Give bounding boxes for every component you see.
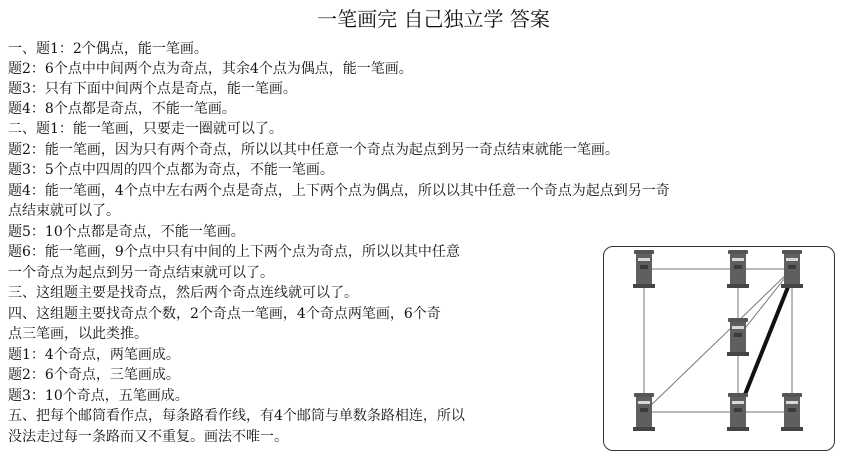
text-line-16: 题1：4个奇点，两笔画成。 <box>8 347 180 363</box>
text-line-15: 点三笔画，以此类推。 <box>8 326 148 342</box>
text-line-18: 题3：10个奇点，五笔画成。 <box>8 388 189 404</box>
mailbox-icon-bottom-middle <box>727 393 749 431</box>
text-line-4: 题4：8个点都是奇点，不能一笔画。 <box>8 101 236 117</box>
mailbox-icon-top-left <box>633 250 655 288</box>
route-lines <box>644 269 792 412</box>
text-line-14: 四、这组题主要找奇点个数，2个奇点一笔画，4个奇点两笔画，6个奇 <box>8 306 441 322</box>
text-line-13: 三、这组题主要是找奇点，然后两个奇点连线就可以了。 <box>8 285 358 301</box>
text-line-6: 题2：能一笔画，因为只有两个奇点，所以以其中任意一个奇点为起点到另一奇点结束就能一笔画。 <box>8 142 619 158</box>
bold-route-line <box>744 287 788 397</box>
text-line-3: 题3：只有下面中间两个点是奇点，能一笔画。 <box>8 81 297 97</box>
mailbox-route-diagram <box>603 246 835 451</box>
text-line-12: 一个奇点为起点到另一奇点结束就可以了。 <box>8 265 274 281</box>
mailbox-icon-bottom-left <box>633 393 655 431</box>
mailbox-graph <box>604 247 836 452</box>
page-title: 一笔画完 自己独立学 答案 <box>317 7 550 31</box>
mailbox-icon-top-middle <box>727 250 749 288</box>
text-line-19: 五、把每个邮筒看作点，每条路看作线，有4个邮筒与单数条路相连，所以 <box>8 408 465 424</box>
text-line-1: 一、题1：2个偶点，能一笔画。 <box>8 41 208 57</box>
text-line-2: 题2：6个点中中间两个点为奇点，其余4个点为偶点，能一笔画。 <box>8 61 413 77</box>
text-line-10: 题5：10个点都是奇点，不能一笔画。 <box>8 224 245 240</box>
mailbox-icon-bottom-right <box>781 393 803 431</box>
text-line-8: 题4：能一笔画，4个点中左右两个点是奇点，上下两个点为偶点，所以以其中任意一个奇点为起点到另一奇 <box>8 183 670 199</box>
text-line-11: 题6：能一笔画，9个点中只有中间的上下两个点为奇点，所以以其中任意 <box>8 244 460 260</box>
mailbox-icon-top-right <box>781 250 803 288</box>
mailbox-icon-center <box>727 318 749 356</box>
text-line-5: 二、题1：能一笔画，只要走一圈就可以了。 <box>8 121 283 137</box>
text-line-17: 题2：6个奇点，三笔画成。 <box>8 367 180 383</box>
text-line-7: 题3：5个点中四周的四个点都为奇点，不能一笔画。 <box>8 162 334 178</box>
text-line-20: 没法走过每一条路而又不重复。画法不唯一。 <box>8 429 288 445</box>
text-line-9: 点结束就可以了。 <box>8 203 120 219</box>
